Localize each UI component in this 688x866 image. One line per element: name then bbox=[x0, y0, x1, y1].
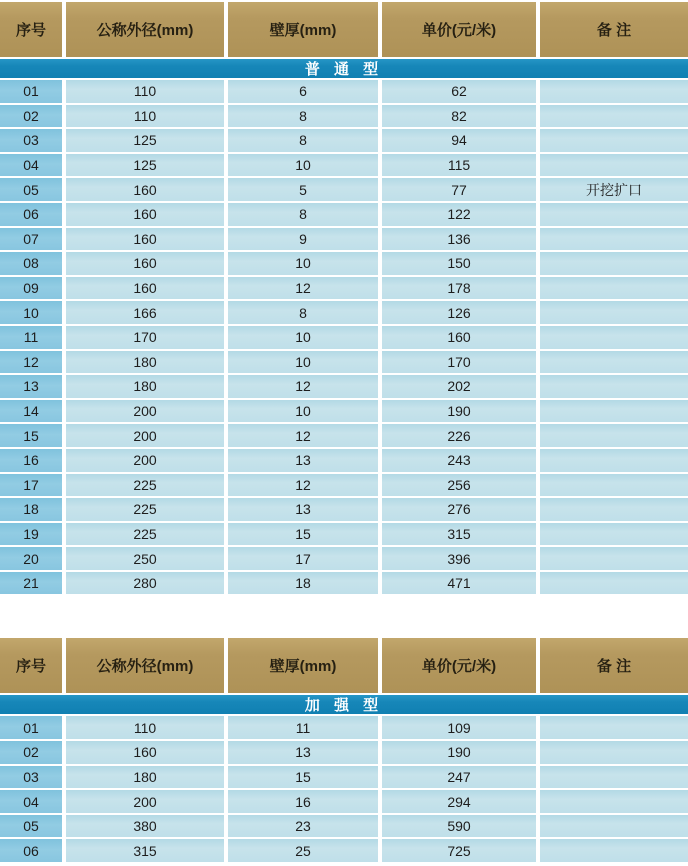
data-cell: 180 bbox=[66, 766, 224, 789]
data-cell: 77 bbox=[382, 178, 536, 201]
data-cell: 243 bbox=[382, 449, 536, 472]
data-cell: 125 bbox=[66, 154, 224, 177]
data-cell: 8 bbox=[228, 129, 378, 152]
data-cell: 15 bbox=[228, 766, 378, 789]
data-cell: 200 bbox=[66, 424, 224, 447]
data-cell: 136 bbox=[382, 228, 536, 251]
data-cell: 396 bbox=[382, 547, 536, 570]
table-row bbox=[0, 326, 688, 349]
table-row bbox=[0, 400, 688, 423]
remark-cell bbox=[540, 203, 688, 226]
table-row bbox=[0, 178, 688, 201]
data-cell: 16 bbox=[228, 790, 378, 813]
data-cell: 5 bbox=[228, 178, 378, 201]
data-cell: 110 bbox=[66, 105, 224, 128]
table-row bbox=[0, 424, 688, 447]
remark-cell bbox=[540, 547, 688, 570]
table-row bbox=[0, 203, 688, 226]
remark-cell bbox=[540, 424, 688, 447]
row-index-cell: 04 bbox=[0, 154, 62, 177]
data-cell: 9 bbox=[228, 228, 378, 251]
data-cell: 8 bbox=[228, 301, 378, 324]
data-cell: 180 bbox=[66, 351, 224, 374]
remark-cell bbox=[540, 228, 688, 251]
price-table-reinforced bbox=[0, 638, 688, 862]
column-header-price: 单价(元/米) bbox=[382, 638, 536, 693]
data-cell: 160 bbox=[382, 326, 536, 349]
data-cell: 6 bbox=[228, 80, 378, 103]
remark-cell bbox=[540, 326, 688, 349]
column-header-price: 单价(元/米) bbox=[382, 2, 536, 57]
price-table-ordinary bbox=[0, 2, 688, 594]
category-band-ordinary: 普 通 型 bbox=[0, 59, 688, 78]
data-cell: 200 bbox=[66, 449, 224, 472]
table-row bbox=[0, 252, 688, 275]
data-cell: 122 bbox=[382, 203, 536, 226]
row-index-cell: 20 bbox=[0, 547, 62, 570]
data-cell: 166 bbox=[66, 301, 224, 324]
row-index-cell: 09 bbox=[0, 277, 62, 300]
remark-cell bbox=[540, 400, 688, 423]
header-row bbox=[0, 2, 688, 57]
remark-cell bbox=[540, 351, 688, 374]
data-cell: 280 bbox=[66, 572, 224, 595]
table-row bbox=[0, 105, 688, 128]
column-header-remark: 备 注 bbox=[540, 638, 688, 693]
remark-cell: 开挖扩口 bbox=[540, 178, 688, 201]
row-index-cell: 02 bbox=[0, 741, 62, 764]
row-index-cell: 03 bbox=[0, 766, 62, 789]
data-cell: 125 bbox=[66, 129, 224, 152]
row-index-cell: 06 bbox=[0, 839, 62, 862]
table-rows-ordinary bbox=[0, 80, 688, 594]
row-index-cell: 03 bbox=[0, 129, 62, 152]
remark-cell bbox=[540, 498, 688, 521]
remark-cell bbox=[540, 375, 688, 398]
column-header-thickness: 壁厚(mm) bbox=[228, 638, 378, 693]
data-cell: 380 bbox=[66, 815, 224, 838]
row-index-cell: 14 bbox=[0, 400, 62, 423]
data-cell: 226 bbox=[382, 424, 536, 447]
data-cell: 109 bbox=[382, 716, 536, 739]
data-cell: 12 bbox=[228, 474, 378, 497]
row-index-cell: 01 bbox=[0, 80, 62, 103]
data-cell: 225 bbox=[66, 498, 224, 521]
table-row bbox=[0, 228, 688, 251]
data-cell: 12 bbox=[228, 277, 378, 300]
data-cell: 12 bbox=[228, 375, 378, 398]
data-cell: 10 bbox=[228, 154, 378, 177]
remark-cell bbox=[540, 815, 688, 838]
remark-cell bbox=[540, 523, 688, 546]
data-cell: 725 bbox=[382, 839, 536, 862]
data-cell: 590 bbox=[382, 815, 536, 838]
row-index-cell: 05 bbox=[0, 178, 62, 201]
data-cell: 160 bbox=[66, 252, 224, 275]
remark-cell bbox=[540, 105, 688, 128]
remark-cell bbox=[540, 129, 688, 152]
table-row bbox=[0, 572, 688, 595]
data-cell: 11 bbox=[228, 716, 378, 739]
data-cell: 180 bbox=[66, 375, 224, 398]
table-rows-reinforced bbox=[0, 716, 688, 862]
data-cell: 471 bbox=[382, 572, 536, 595]
data-cell: 294 bbox=[382, 790, 536, 813]
remark-cell bbox=[540, 766, 688, 789]
table-row bbox=[0, 301, 688, 324]
data-cell: 276 bbox=[382, 498, 536, 521]
data-cell: 13 bbox=[228, 449, 378, 472]
row-index-cell: 07 bbox=[0, 228, 62, 251]
data-cell: 10 bbox=[228, 351, 378, 374]
data-cell: 150 bbox=[382, 252, 536, 275]
table-row bbox=[0, 498, 688, 521]
row-index-cell: 16 bbox=[0, 449, 62, 472]
remark-cell bbox=[540, 277, 688, 300]
data-cell: 190 bbox=[382, 741, 536, 764]
table-row bbox=[0, 547, 688, 570]
data-cell: 18 bbox=[228, 572, 378, 595]
row-index-cell: 10 bbox=[0, 301, 62, 324]
table-row bbox=[0, 129, 688, 152]
data-cell: 25 bbox=[228, 839, 378, 862]
remark-cell bbox=[540, 154, 688, 177]
remark-cell bbox=[540, 716, 688, 739]
data-cell: 178 bbox=[382, 277, 536, 300]
data-cell: 225 bbox=[66, 474, 224, 497]
row-index-cell: 21 bbox=[0, 572, 62, 595]
data-cell: 10 bbox=[228, 252, 378, 275]
data-cell: 250 bbox=[66, 547, 224, 570]
table-row bbox=[0, 790, 688, 813]
data-cell: 10 bbox=[228, 326, 378, 349]
data-cell: 17 bbox=[228, 547, 378, 570]
row-index-cell: 19 bbox=[0, 523, 62, 546]
data-cell: 10 bbox=[228, 400, 378, 423]
row-index-cell: 18 bbox=[0, 498, 62, 521]
data-cell: 200 bbox=[66, 790, 224, 813]
table-row bbox=[0, 277, 688, 300]
data-cell: 202 bbox=[382, 375, 536, 398]
header-row bbox=[0, 638, 688, 693]
remark-cell bbox=[540, 449, 688, 472]
table-row bbox=[0, 154, 688, 177]
data-cell: 126 bbox=[382, 301, 536, 324]
row-index-cell: 05 bbox=[0, 815, 62, 838]
row-index-cell: 13 bbox=[0, 375, 62, 398]
row-index-cell: 17 bbox=[0, 474, 62, 497]
data-cell: 256 bbox=[382, 474, 536, 497]
table-row bbox=[0, 839, 688, 862]
data-cell: 160 bbox=[66, 203, 224, 226]
data-cell: 23 bbox=[228, 815, 378, 838]
data-cell: 315 bbox=[66, 839, 224, 862]
remark-cell bbox=[540, 839, 688, 862]
table-row bbox=[0, 815, 688, 838]
data-cell: 13 bbox=[228, 741, 378, 764]
data-cell: 110 bbox=[66, 716, 224, 739]
data-cell: 160 bbox=[66, 277, 224, 300]
data-cell: 82 bbox=[382, 105, 536, 128]
column-header-diameter: 公称外径(mm) bbox=[66, 2, 224, 57]
data-cell: 200 bbox=[66, 400, 224, 423]
table-row bbox=[0, 80, 688, 103]
data-cell: 12 bbox=[228, 424, 378, 447]
table-row bbox=[0, 766, 688, 789]
category-band-reinforced: 加 强 型 bbox=[0, 695, 688, 714]
data-cell: 110 bbox=[66, 80, 224, 103]
table-row bbox=[0, 375, 688, 398]
row-index-cell: 12 bbox=[0, 351, 62, 374]
remark-cell bbox=[540, 790, 688, 813]
remark-cell bbox=[540, 80, 688, 103]
remark-cell bbox=[540, 301, 688, 324]
column-header-index: 序号 bbox=[0, 2, 62, 57]
data-cell: 247 bbox=[382, 766, 536, 789]
data-cell: 170 bbox=[382, 351, 536, 374]
row-index-cell: 11 bbox=[0, 326, 62, 349]
table-row bbox=[0, 741, 688, 764]
column-header-index: 序号 bbox=[0, 638, 62, 693]
data-cell: 62 bbox=[382, 80, 536, 103]
data-cell: 115 bbox=[382, 154, 536, 177]
data-cell: 8 bbox=[228, 203, 378, 226]
column-header-remark: 备 注 bbox=[540, 2, 688, 57]
remark-cell bbox=[540, 252, 688, 275]
table-row bbox=[0, 523, 688, 546]
row-index-cell: 15 bbox=[0, 424, 62, 447]
data-cell: 190 bbox=[382, 400, 536, 423]
data-cell: 315 bbox=[382, 523, 536, 546]
data-cell: 13 bbox=[228, 498, 378, 521]
column-header-diameter: 公称外径(mm) bbox=[66, 638, 224, 693]
data-cell: 8 bbox=[228, 105, 378, 128]
column-header-thickness: 壁厚(mm) bbox=[228, 2, 378, 57]
table-row bbox=[0, 474, 688, 497]
remark-cell bbox=[540, 572, 688, 595]
table-row bbox=[0, 716, 688, 739]
table-row bbox=[0, 351, 688, 374]
table-row bbox=[0, 449, 688, 472]
row-index-cell: 08 bbox=[0, 252, 62, 275]
data-cell: 170 bbox=[66, 326, 224, 349]
remark-cell bbox=[540, 474, 688, 497]
data-cell: 94 bbox=[382, 129, 536, 152]
data-cell: 160 bbox=[66, 178, 224, 201]
data-cell: 160 bbox=[66, 741, 224, 764]
row-index-cell: 04 bbox=[0, 790, 62, 813]
remark-cell bbox=[540, 741, 688, 764]
data-cell: 225 bbox=[66, 523, 224, 546]
data-cell: 15 bbox=[228, 523, 378, 546]
row-index-cell: 06 bbox=[0, 203, 62, 226]
data-cell: 160 bbox=[66, 228, 224, 251]
row-index-cell: 02 bbox=[0, 105, 62, 128]
row-index-cell: 01 bbox=[0, 716, 62, 739]
